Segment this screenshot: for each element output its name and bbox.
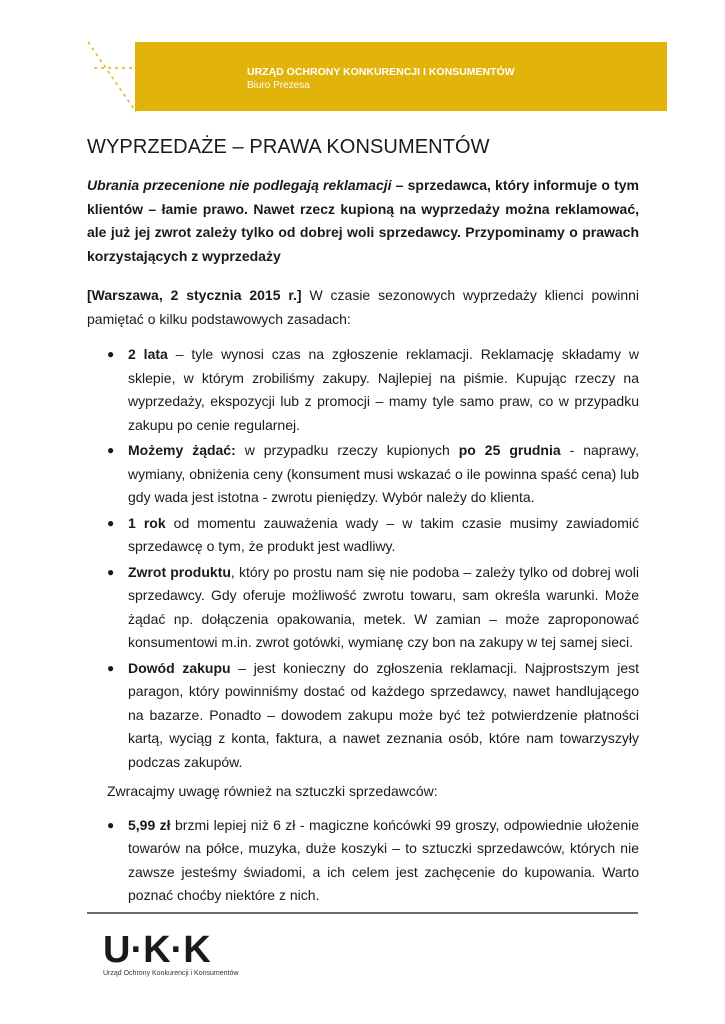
bullet-icon: ● xyxy=(107,660,115,675)
tricks-list xyxy=(87,814,639,908)
tricks-note: Zwracajmy uwagę również na sztuczki sprzedawców: xyxy=(107,783,438,799)
uokik-logo-icon xyxy=(103,930,253,970)
lead-rest: – sprzedawca, który informuje o tym klientów – łamie prawo. Nawet rzecz kupioną na wyprzedaży można reklamować, ale już jej zwrot zależy tylko od dobrej woli sprzedawcy. Przypominamy o prawach korzystających z wyprzedaży xyxy=(87,177,639,264)
lead-paragraph xyxy=(87,174,639,268)
list-item xyxy=(87,439,639,510)
header-decoration xyxy=(80,40,140,115)
bullet-term: 1 rok xyxy=(128,514,166,531)
intro-paragraph xyxy=(87,284,639,331)
bullet-term-2: po 25 grudnia xyxy=(458,442,561,458)
bullet-text: w przypadku rzeczy kupionych xyxy=(235,442,459,458)
bullet-text: – jest konieczny do zgłoszenia reklamacji. Najprostszym jest paragon, który powinniśmy dostać od każdego sprzedawcy, nawet handlującego na bazarze. Ponadto – dowodem zakupu może być też potwierdzenie płatności kartą, wyciąg z konta, faktura, a nawet zeznania osób, które nam towarzyszyły podczas zakupów. xyxy=(128,659,639,770)
list-item xyxy=(87,561,639,655)
bullet-icon: ● xyxy=(107,817,115,832)
page-title: WYPRZEDAŻE – PRAWA KONSUMENTÓW xyxy=(87,136,490,158)
dateline: [Warszawa, 2 stycznia 2015 r.] xyxy=(87,287,302,303)
logo-caption: Urząd Ochrony Konkurencji i Konsumentów xyxy=(103,970,239,977)
bullet-term: Dowód zakupu xyxy=(128,659,231,676)
header-text xyxy=(247,66,515,92)
header-office: Biuro Prezesa xyxy=(247,80,310,91)
bullet-icon: ● xyxy=(107,564,115,579)
intro-text: W czasie sezonowych wyprzedaży klienci powinni pamiętać o kilku podstawowych zasadach: xyxy=(87,287,639,327)
bullet-text-2: - naprawy, wymiany, obniżenia ceny (konsument musi wskazać o ile powinna spaść cena) lub gdy wada jest istotna - zwrotu pieniędzy. Wybór należy do klienta. xyxy=(128,442,639,505)
list-item xyxy=(87,512,639,559)
bullet-term: 2 lata xyxy=(128,346,168,362)
bullet-icon: ● xyxy=(107,515,115,530)
list-item xyxy=(87,814,639,908)
list-item xyxy=(87,657,639,775)
bullet-text: brzmi lepiej niż 6 zł - magiczne końcówki 99 groszy, odpowiednie ułożenie towarów na półce, muzyka, duże koszyki – to sztuczki sprzedawców, których nie zawsze jesteśmy świadomi, a ich celem jest zachęcenie do kupowania. Warto poznać choćby niektóre z nich. xyxy=(128,816,640,903)
bullet-term: Zwrot produktu xyxy=(128,563,231,580)
bullet-term: Możemy żądać: xyxy=(128,442,236,458)
logo-text: U·K·K xyxy=(103,930,211,970)
bullet-text: od momentu zauważenia wady – w takim czasie musimy zawiadomić sprzedawcę o tym, że produkt jest wadliwy. xyxy=(128,514,639,554)
bullet-text: – tyle wynosi czas na zgłoszenie reklamacji. Reklamację składamy w sklepie, w którym zrobiliśmy zakupy. Najlepiej na piśmie. Kupując rzeczy na wyprzedaży, ekspozycji lub z promocji – mamy tyle samo praw, co w przypadku zakupu po cenie regularnej. xyxy=(128,346,639,433)
lead-italic: Ubrania przecenione nie podlegają reklamacji xyxy=(87,177,392,193)
bullet-icon: ● xyxy=(107,443,115,457)
document-body xyxy=(87,174,639,910)
bullet-icon: ● xyxy=(107,347,115,361)
bullet-term: 5,99 zł xyxy=(128,816,171,833)
header-org: URZĄD OCHRONY KONKURENCJI I KONSUMENTÓW xyxy=(247,66,515,78)
list-item xyxy=(87,343,639,437)
footer-divider xyxy=(87,912,638,914)
rules-list xyxy=(87,343,639,774)
bullet-text: , który po prostu nam się nie podoba – zależy tylko od dobrej woli sprzedawcy. Gdy oferuje możliwość zwrotu towaru, sam określa warunki. Może żądać np. dołączenia opakowania, metek. W zamian – może zaproponować konsumentowi m.in. zwrot gotówki, wymianę czy bon na zakupy w tej samej sieci. xyxy=(128,563,639,650)
